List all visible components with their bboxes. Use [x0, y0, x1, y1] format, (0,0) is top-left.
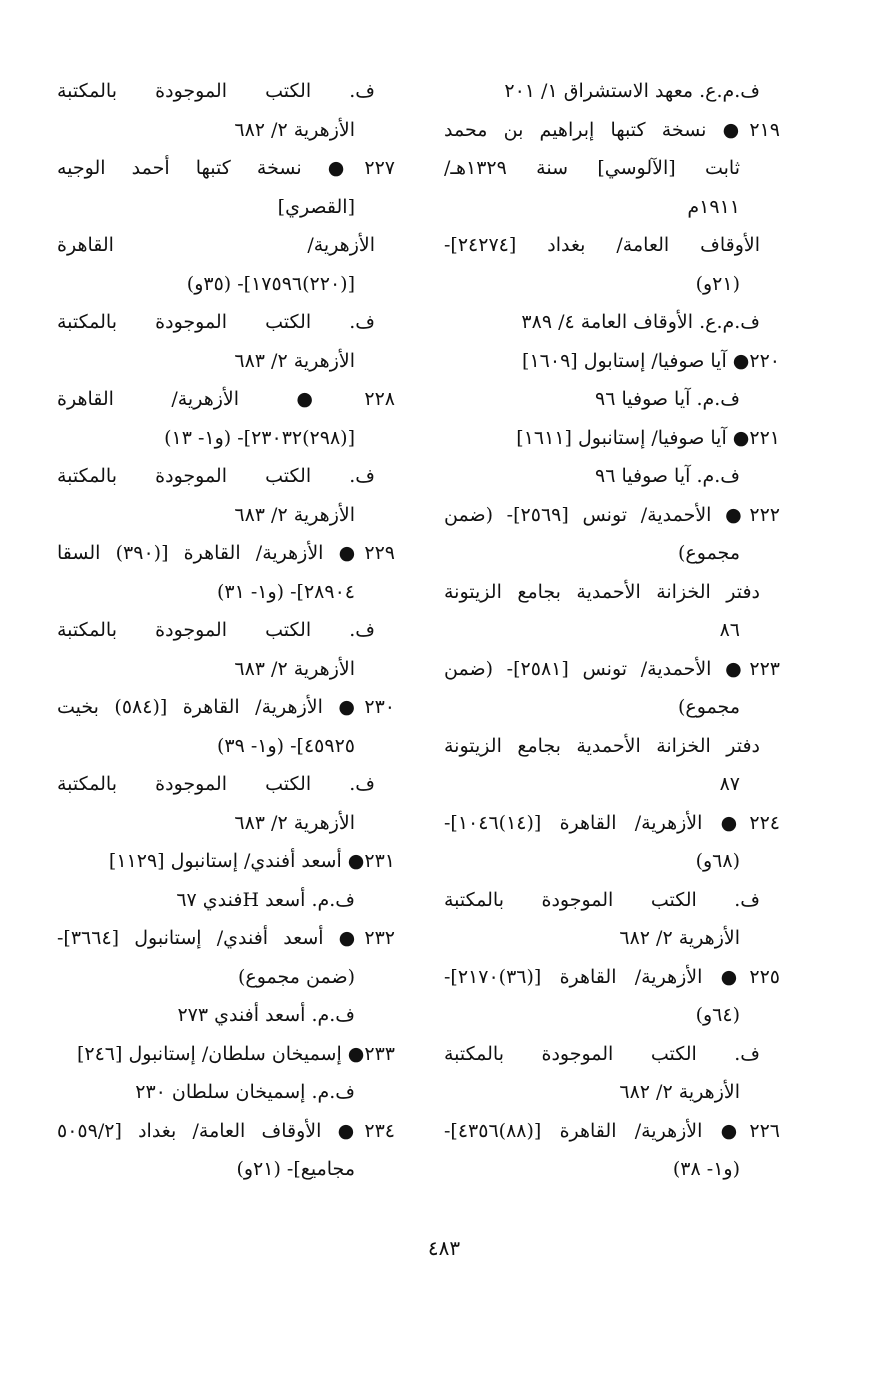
text-line: [(٢٩٨)٢٣٠٣٢]- (و١- ١٣)	[164, 426, 355, 449]
text-line: ٢٢١● آيا صوفيا/ إستانبول [١٦١١]	[516, 426, 780, 449]
text-line: ٨٦	[719, 619, 740, 641]
text-line: ف.م.ع. الأوقاف العامة ٤/ ٣٨٩	[521, 311, 760, 333]
text-line: ٢٣٣● إسميخان سلطان/ إستانبول [٢٤٦]	[76, 1042, 395, 1065]
text-line: ف.م.ع. معهد الاستشراق ١/ ٢٠١	[504, 80, 760, 102]
text-line: ٢٢٥● الأزهرية/ القاهرة [(٣٦)٢١٧٠]-	[444, 965, 780, 988]
text-line: ف. الكتب الموجودة بالمكتبة	[57, 619, 375, 641]
text-line: ٢٢٦● الأزهرية/ القاهرة [(٨٨)٤٣٥٦]-	[444, 1119, 780, 1142]
text-line: ف.م. آيا صوفيا ٩٦	[595, 465, 740, 487]
text-line: ف. الكتب الموجودة بالمكتبة	[444, 888, 760, 911]
text-line: الأزهرية ٢/ ٦٨٣	[234, 349, 355, 372]
text-line: ٢٢٩● الأزهرية/ القاهرة [(٣٩٠) السقا	[57, 542, 395, 564]
text-line: (٢١و)	[695, 272, 740, 295]
text-line: الأوقاف العامة/ بغداد [٢٤٢٧٤]-	[444, 234, 760, 256]
text-line: (ضمن مجموع)	[237, 965, 355, 988]
text-line: ٢٢٣● الأحمدية/ تونس [٢٥٨١]- (ضمن	[444, 657, 781, 680]
text-line: ف. الكتب الموجودة بالمكتبة	[57, 773, 375, 795]
text-line: ثابت [الآلوسي] سنة ١٣٢٩هـ/	[444, 157, 740, 179]
text-line: الأزهرية ٢/ ٦٨٣	[234, 657, 355, 680]
text-line: ٤٥٩٢٥]- (و١- ٣٩)	[216, 734, 355, 757]
text-line: ٢٢٠● آيا صوفيا/ إستابول [١٦٠٩]	[522, 349, 780, 372]
text-line: مجموع)	[678, 696, 740, 718]
text-line: ف.م. أسعد Hفندي ٦٧	[176, 888, 355, 911]
text-line: الأزهرية ٢/ ٦٨٢	[619, 1081, 740, 1103]
text-line: (٦٤و)	[695, 1004, 740, 1026]
text-line: ف. الكتب الموجودة بالمكتبة	[57, 465, 375, 487]
text-line: مجموع)	[678, 542, 740, 564]
text-line: ف.م. أسعد أفندي ٢٧٣	[177, 1004, 355, 1026]
text-line: ف.م. آيا صوفيا ٩٦	[595, 388, 740, 410]
text-line: ٢٣٠● الأزهرية/ القاهرة [(٥٨٤) بخيت	[57, 696, 395, 718]
text-line: ف. الكتب الموجودة بالمكتبة	[57, 80, 375, 102]
text-line: ٢٢٤● الأزهرية/ القاهرة [(١٤)١٠٤٦]-	[444, 811, 780, 834]
text-line: ف.م. إسميخان سلطان ٢٣٠	[135, 1081, 355, 1103]
text-line: ١٩١١م	[687, 195, 740, 218]
text-line: ٢٣٤● الأوقاف العامة/ بغداد [٥٠٥٩/٢	[57, 1119, 395, 1142]
text-line: مجاميع]- (٢١و)	[236, 1158, 355, 1180]
text-line: ٢٣١● أسعد أفندي/ إستانبول [١١٢٩]	[108, 850, 395, 872]
text-line: الأزهرية ٢/ ٦٨٣	[234, 503, 355, 526]
text-line: [القصري]	[277, 195, 355, 218]
text-line: ٢٢٢● الأحمدية/ تونس [٢٥٦٩]- (ضمن	[444, 503, 781, 526]
text-line: ٢١٩● نسخة كتبها إبراهيم بن محمد	[444, 118, 780, 141]
page-number: ٤٨٣	[427, 1236, 461, 1260]
text-line: ف. الكتب الموجودة بالمكتبة	[444, 1042, 760, 1065]
text-line: (٦٨و)	[695, 850, 740, 872]
text-line: ف. الكتب الموجودة بالمكتبة	[57, 311, 375, 333]
text-line: دفتر الخزانة الأحمدية بجامع الزيتونة	[444, 734, 760, 757]
text-line: ٢٢٨● الأزهرية/ القاهرة	[57, 388, 395, 410]
text-line: ٢٨٩٠٤]- (و١- ٣١)	[216, 580, 355, 603]
text-line: الأزهرية ٢/ ٦٨٢	[619, 927, 740, 949]
right-column	[444, 72, 780, 1189]
text-line: [(٢٢٠)١٧٥٩٦]- (٣٥و)	[186, 272, 355, 295]
text-line: (و١- ٣٨)	[672, 1158, 740, 1180]
text-line: دفتر الخزانة الأحمدية بجامع الزيتونة	[444, 580, 760, 603]
left-column	[57, 72, 395, 1189]
text-line: الأزهرية ٢/ ٦٨٢	[234, 118, 355, 141]
text-line: ٢٢٧● نسخة كتبها أحمد الوجيه	[57, 157, 395, 179]
text-line: ٨٧	[719, 773, 740, 795]
text-line: ٢٣٢● أسعد أفندي/ إستانبول [٣٦٦٤]-	[57, 927, 395, 949]
text-line: الأزهرية ٢/ ٦٨٣	[234, 811, 355, 834]
text-line: الأزهرية/ القاهرة	[57, 234, 375, 256]
